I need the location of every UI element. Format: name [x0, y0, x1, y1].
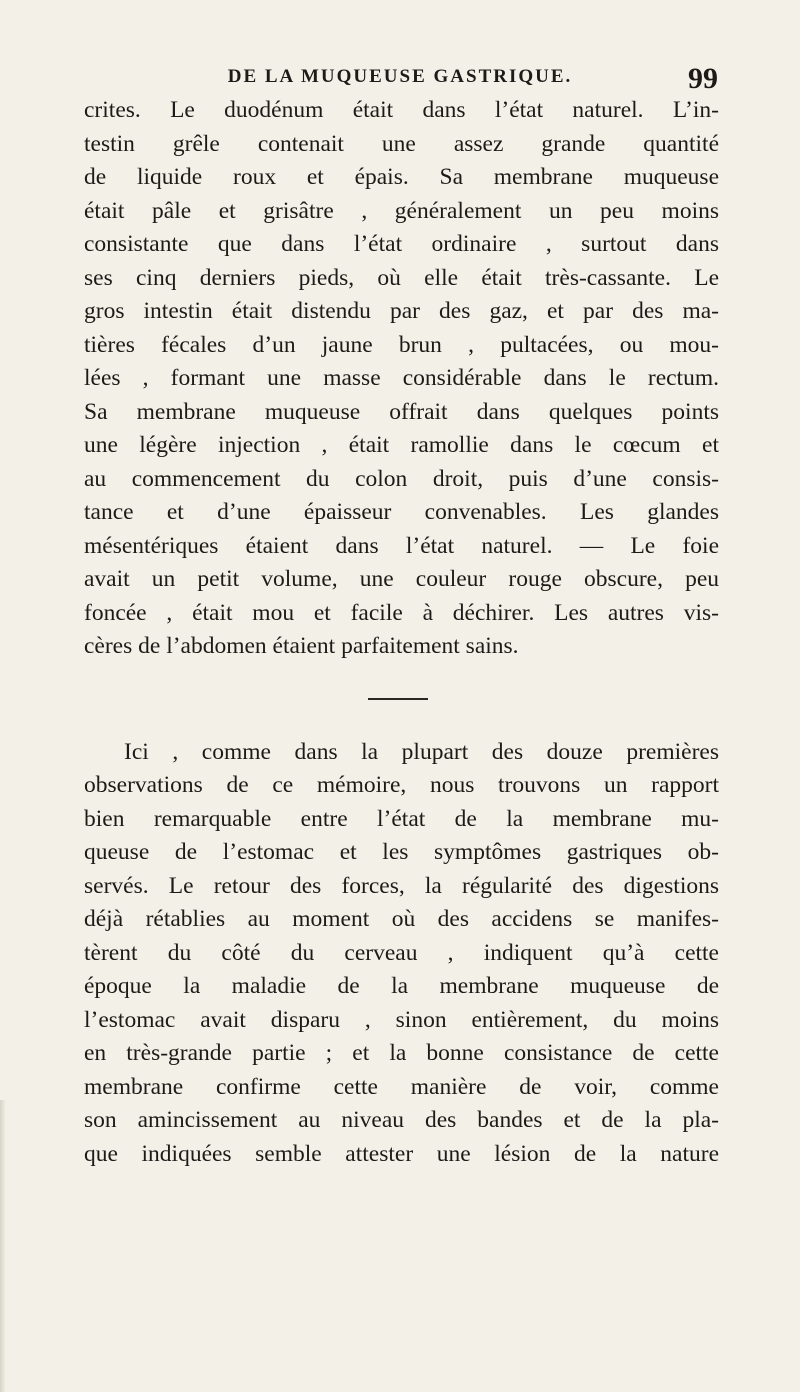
text-line: tières fécales d’un jaune brun , pultacées, ou mou- [84, 331, 719, 358]
text-line: lées , formant une masse considérable dans le rectum. [84, 365, 719, 391]
text-line: au commencement du colon droit, puis d’une consis- [84, 465, 719, 492]
running-head: DE LA MUQUEUSE GASTRIQUE. [227, 66, 573, 87]
paragraph-2 [84, 736, 719, 1172]
text-line: une légère injection , était ramollie dans le cœcum et [84, 432, 719, 458]
text-line: en très-grande partie ; et la bonne consistance de cette [84, 1040, 719, 1066]
text-line: mésentériques étaient dans l’état naturel. — Le foie [84, 532, 719, 559]
body-text [84, 94, 719, 1171]
text-line: queuse de l’estomac et les symptômes gastriques ob- [84, 839, 719, 865]
text-line: crites. Le duodénum était dans l’état naturel. L’in- [84, 97, 719, 123]
text-line: servés. Le retour des forces, la régularité des digestions [84, 872, 719, 899]
paragraph-1 [84, 94, 719, 664]
text-line: tèrent du côté du cerveau , indiquent qu’à cette [84, 939, 719, 966]
text-line: l’estomac avait disparu , sinon entièrement, du moins [84, 1006, 719, 1033]
text-line: son amincissement au niveau des bandes et de la pla- [84, 1107, 719, 1133]
text-line: Ici , comme dans la plupart des douze premières [124, 738, 719, 765]
text-line: membrane confirme cette manière de voir, comme [84, 1073, 719, 1100]
page-edge-shadow [0, 1100, 6, 1392]
text-line: ses cinq derniers pieds, où elle était très-cassante. Le [84, 264, 719, 291]
text-line: de liquide roux et épais. Sa membrane muqueuse [84, 164, 719, 190]
text-line: gros intestin était distendu par des gaz, et par des ma- [84, 298, 719, 324]
text-line: que indiquées semble attester une lésion de la nature [84, 1140, 719, 1167]
text-line: consistante que dans l’état ordinaire , surtout dans [84, 231, 719, 257]
page-number: 99 [688, 62, 718, 95]
text-line: Sa membrane muqueuse offrait dans quelques points [84, 398, 719, 425]
text-line: déjà rétablies au moment où des accidens se manifes- [84, 906, 719, 932]
text-line: tance et d’une épaisseur convenables. Les glandes [84, 499, 719, 525]
text-line: bien remarquable entre l’état de la membrane mu- [84, 805, 719, 832]
text-line: avait un petit volume, une couleur rouge obscure, peu [84, 566, 719, 592]
text-line: foncée , était mou et facile à déchirer. Les autres vis- [84, 599, 719, 626]
text-line: observations de ce mémoire, nous trouvons un rapport [84, 772, 719, 798]
text-line: testin grêle contenait une assez grande quantité [84, 130, 719, 157]
text-line: cères de l’abdomen étaient parfaitement sains. [84, 633, 519, 659]
text-line: était pâle et grisâtre , généralement un peu moins [84, 197, 719, 224]
text-line: époque la maladie de la membrane muqueuse de [84, 973, 719, 999]
section-divider [368, 698, 428, 700]
